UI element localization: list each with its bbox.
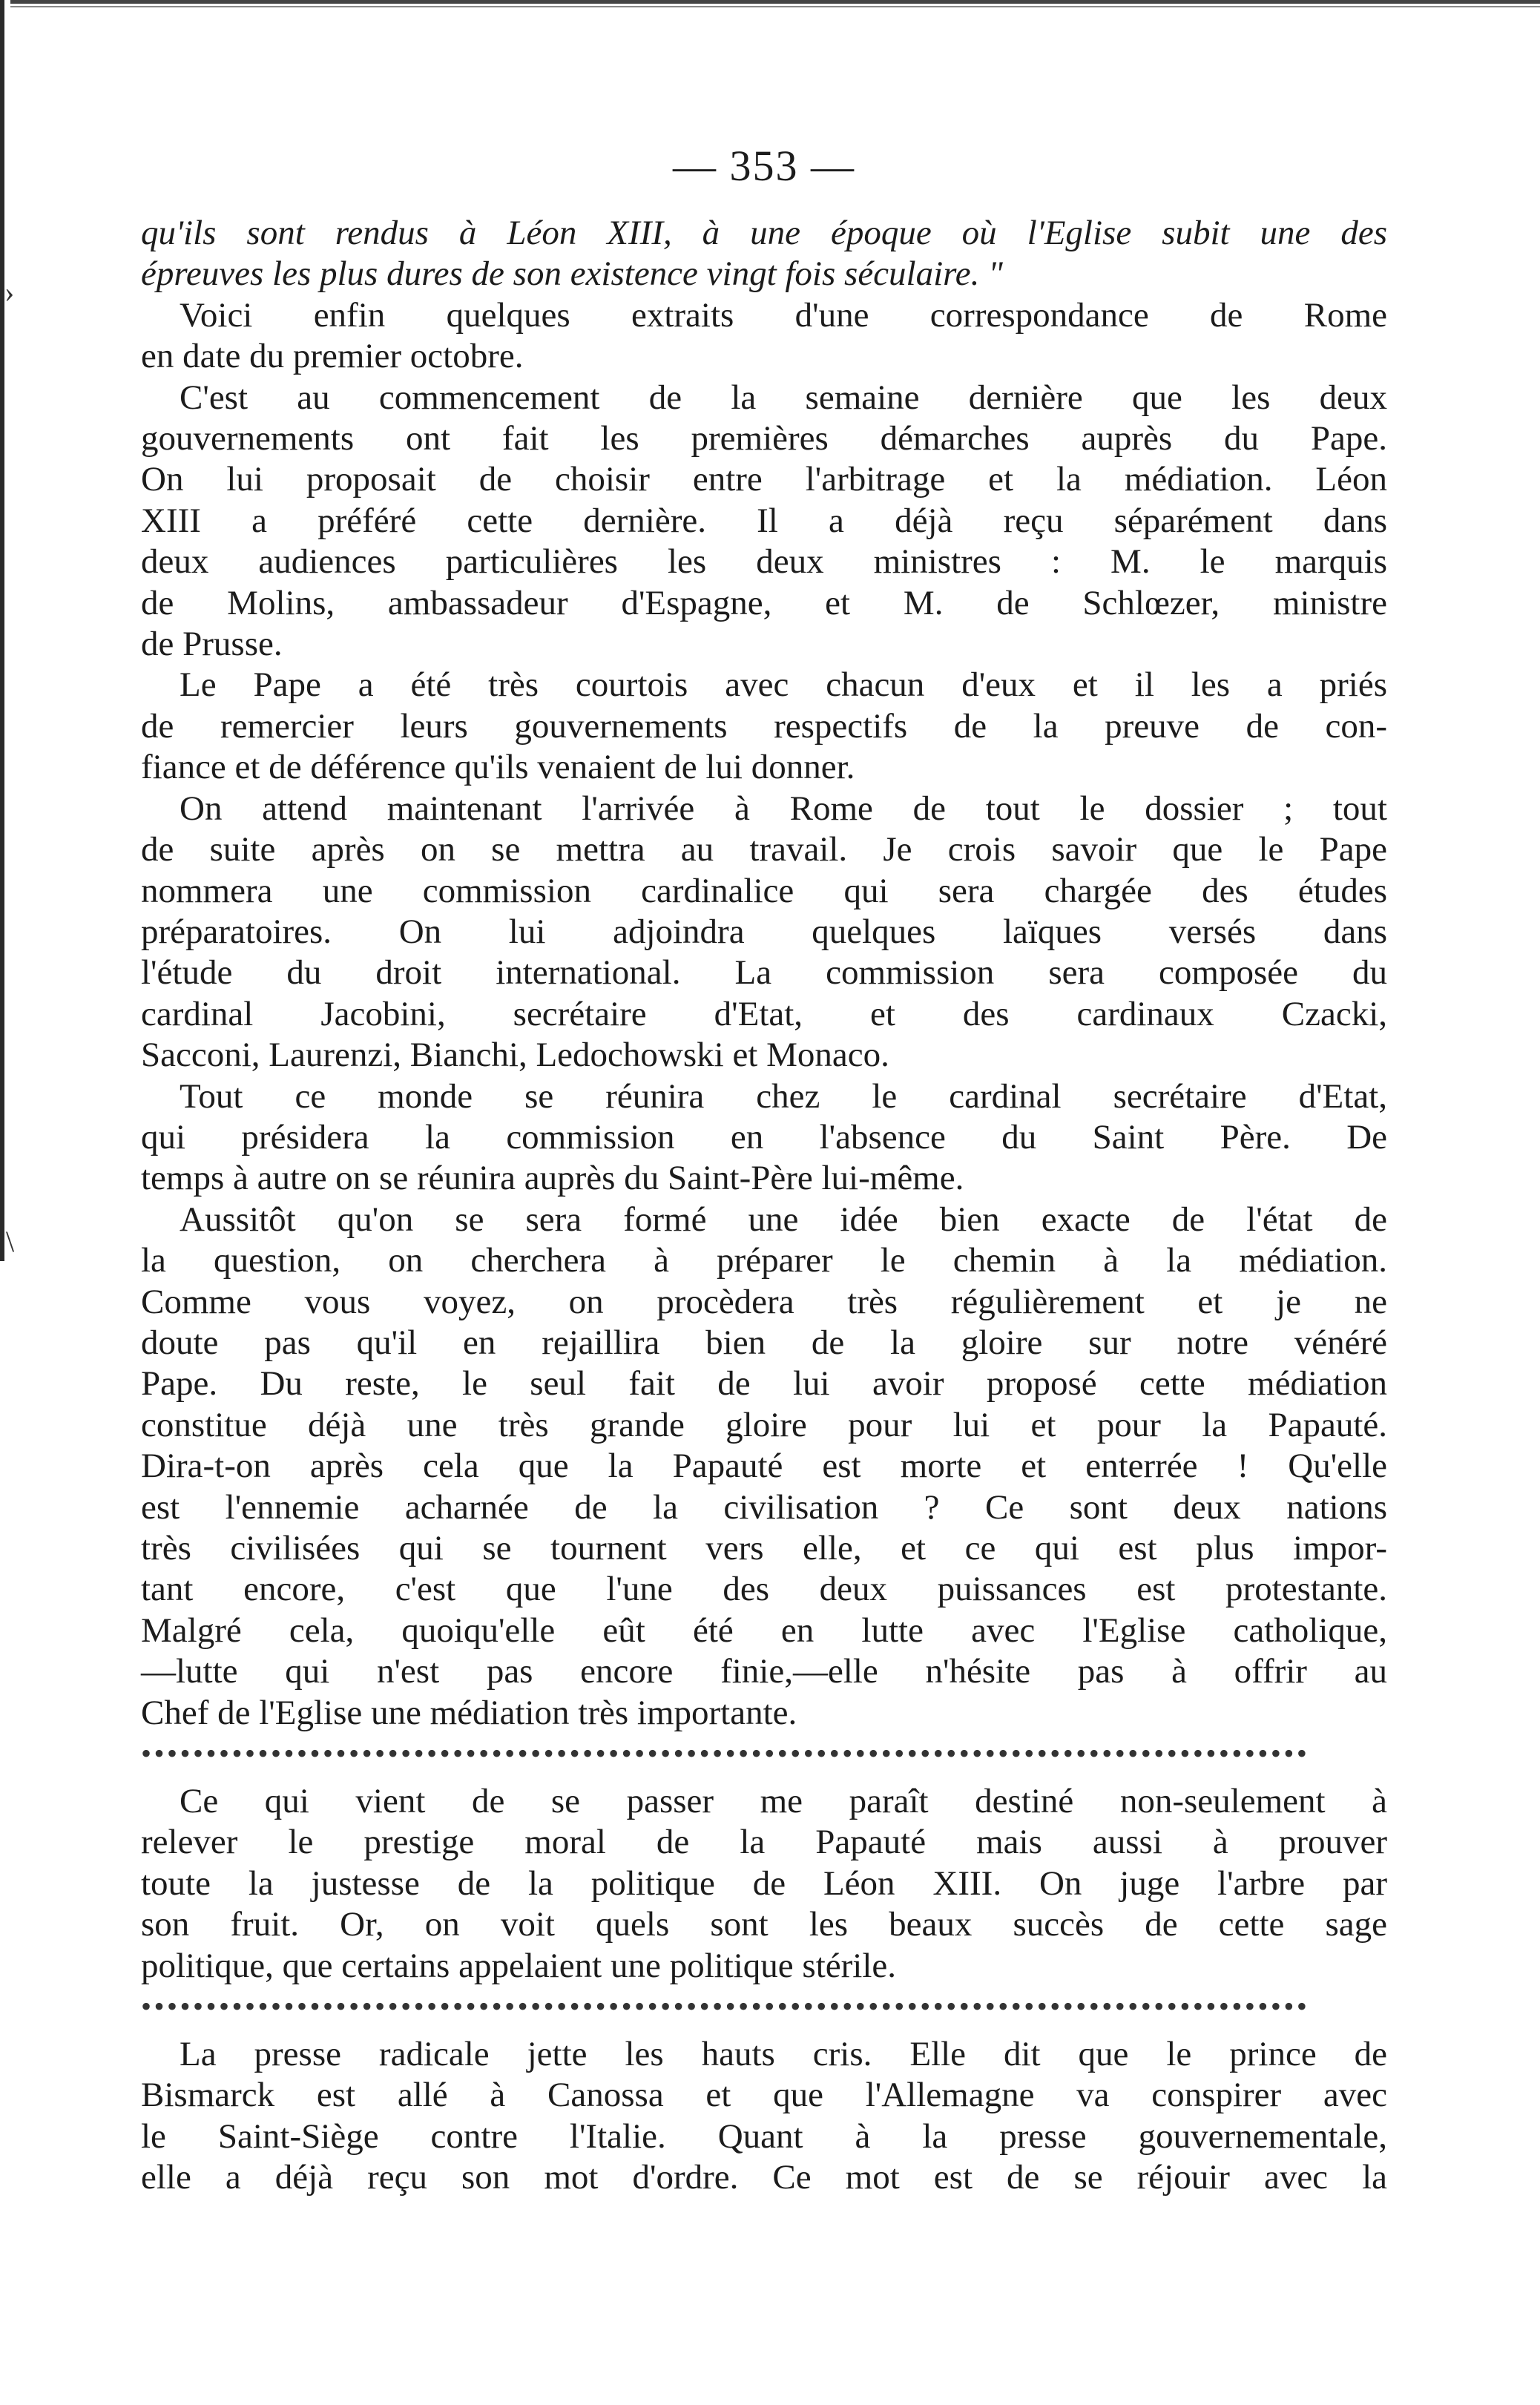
text-line: toute la justesse de la politique de Léon XIII. On juge l'arbre par xyxy=(141,1863,1387,1903)
text-line: relever le prestige moral de la Papauté mais aussi à prouver xyxy=(141,1823,1387,1862)
text-line: le Saint-Siège contre l'Italie. Quant à la presse gouvernementale, xyxy=(141,2116,1387,2156)
text-line: de Prusse. xyxy=(141,625,283,664)
scan-left-border xyxy=(0,0,10,1261)
text-line: —lutte qui n'est pas encore finie,—elle n'hésite pas à offrir au xyxy=(141,1652,1387,1691)
text-line: cardinal Jacobini, secrétaire d'Etat, et des cardinaux Czacki, xyxy=(141,994,1387,1033)
text-line: Dira-t-on après cela que la Papauté est morte et enterrée ! Qu'elle xyxy=(141,1447,1387,1486)
text-line: Malgré cela, quoiqu'elle eût été en lutte avec l'Eglise catholique, xyxy=(141,1611,1387,1650)
text-line: deux audiences particulières les deux ministres : M. le marquis xyxy=(141,542,1387,582)
text-line: La presse radicale jette les hauts cris. Elle dit que le prince de xyxy=(180,2035,1387,2074)
text-line: Le Pape a été très courtois avec chacun d'eux et il les a priés xyxy=(180,665,1387,705)
page-content xyxy=(141,141,1387,2199)
text-line: tant encore, c'est que l'une des deux puissances est protestante. xyxy=(141,1570,1387,1609)
text-line: son fruit. Or, on voit quels sont les beaux succès de cette sage xyxy=(141,1905,1387,1944)
text-line: de remercier leurs gouvernements respectifs de la preuve de con- xyxy=(141,706,1387,746)
text-line: On attend maintenant l'arrivée à Rome de tout le dossier ; tout xyxy=(180,789,1387,828)
text-line: Chef de l'Eglise une médiation très importante. xyxy=(141,1693,797,1732)
text-line: de suite après on se mettra au travail. Je crois savoir que le Pape xyxy=(141,830,1387,869)
text-line: l'étude du droit international. La commission sera composée du xyxy=(141,953,1387,993)
text-line: C'est au commencement de la semaine dernière que les deux xyxy=(180,378,1387,417)
text-line: Aussitôt qu'on se sera formé une idée bien exacte de l'état de xyxy=(180,1200,1387,1239)
page-number: — 353 — xyxy=(673,142,855,190)
text-line: Sacconi, Laurenzi, Bianchi, Ledochowski et Monaco. xyxy=(141,1036,889,1075)
text-line: politique, que certains appelaient une politique stérile. xyxy=(141,1946,897,1985)
text-line: constitue déjà une très grande gloire pour lui et pour la Papauté. xyxy=(141,1405,1387,1444)
text-line: Bismarck est allé à Canossa et que l'Allemagne va conspirer avec xyxy=(141,2076,1387,2115)
text-line: Comme vous voyez, on procèdera très régulièrement et je ne xyxy=(141,1282,1387,1321)
text-line: doute pas qu'il en rejaillira bien de la gloire sur notre vénéré xyxy=(141,1323,1387,1362)
scan-top-border xyxy=(0,0,1540,10)
text-line: préparatoires. On lui adjoindra quelques laïques versés dans xyxy=(141,912,1387,951)
text-line: très civilisées qui se tournent vers elle, et ce qui est plus impor- xyxy=(141,1529,1387,1567)
text-line: Tout ce monde se réunira chez le cardinal secrétaire d'Etat, xyxy=(180,1076,1387,1116)
text-line: temps à autre on se réunira auprès du Saint-Père lui-même. xyxy=(141,1159,964,1198)
text-line: fiance et de déférence qu'ils venaient de lui donner. xyxy=(141,748,855,787)
dotted-separator: •••••••••••••••••••••••••••••••••••••••••••••••••••••••••••••••••••••••••••••••••••••••••• xyxy=(141,1743,1310,1766)
text-line: en date du premier octobre. xyxy=(141,337,524,376)
text-line: elle a déjà reçu son mot d'ordre. Ce mot est de se réjouir avec la xyxy=(141,2158,1387,2197)
scan-edge-mark: › xyxy=(4,275,15,309)
text-line: qu'ils sont rendus à Léon XIII, à une époque où l'Eglise subit une des xyxy=(141,214,1387,252)
text-line: de Molins, ambassadeur d'Espagne, et M. de Schlœzer, ministre xyxy=(141,583,1387,622)
text-line: Voici enfin quelques extraits d'une correspondance de Rome xyxy=(180,295,1387,335)
text-line: nommera une commission cardinalice qui sera chargée des études xyxy=(141,871,1387,910)
text-line: la question, on cherchera à préparer le chemin à la médiation. xyxy=(141,1241,1387,1280)
dotted-separator: •••••••••••••••••••••••••••••••••••••••••••••••••••••••••••••••••••••••••••••••••••••••••• xyxy=(141,1996,1310,2019)
text-line: épreuves les plus dures de son existence vingt fois séculaire. " xyxy=(141,254,1003,294)
text-line: gouvernements ont fait les premières démarches auprès du Pape. xyxy=(141,419,1387,458)
text-line: qui présidera la commission en l'absence du Saint Père. De xyxy=(141,1117,1387,1157)
text-line: Ce qui vient de se passer me paraît destiné non-seulement à xyxy=(180,1782,1387,1821)
text-line: Pape. Du reste, le seul fait de lui avoir proposé cette médiation xyxy=(141,1364,1387,1404)
text-line: est l'ennemie acharnée de la civilisation ? Ce sont deux nations xyxy=(141,1487,1387,1527)
scan-edge-mark: \ xyxy=(6,1225,15,1258)
text-line: On lui proposait de choisir entre l'arbitrage et la médiation. Léon xyxy=(141,460,1387,499)
text-line: XIII a préféré cette dernière. Il a déjà reçu séparément dans xyxy=(141,501,1387,540)
